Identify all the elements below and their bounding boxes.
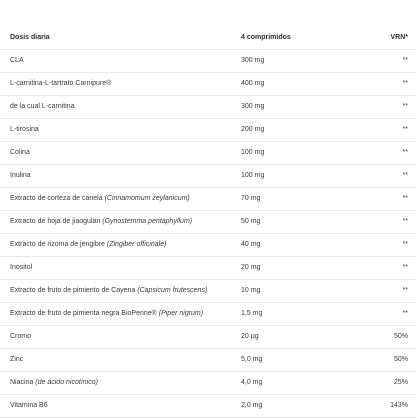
ingredient-amount: 400 mg [241, 80, 265, 87]
ingredient-vrn: ** [402, 57, 408, 64]
table-row [0, 349, 416, 372]
table-row [0, 165, 416, 188]
ingredient-vrn: ** [402, 126, 408, 133]
ingredient-vrn: 25% [393, 379, 408, 386]
ingredient-vrn: ** [402, 149, 408, 156]
ingredient-name: L-carnitina-L-tartrato Carnipure® [10, 80, 112, 87]
ingredient-amount: 10 mg [241, 287, 261, 294]
table-row [0, 395, 416, 418]
ingredient-amount: 2,0 mg [241, 402, 263, 409]
ingredient-vrn: ** [402, 172, 408, 179]
ingredient-vrn: ** [402, 80, 408, 87]
ingredient-vrn: 143% [390, 402, 408, 409]
ingredient-name: Inositol [10, 264, 33, 271]
ingredient-name: L-tirosina [10, 126, 39, 133]
table-row [0, 211, 416, 234]
table-row [0, 234, 416, 257]
table-row [0, 96, 416, 119]
ingredient-amount: 50 mg [241, 218, 261, 225]
ingredient-name: Extracto de rizoma de jengibre (Zingiber officinale) [10, 241, 167, 248]
table-row [0, 303, 416, 326]
table-row [0, 372, 416, 395]
ingredient-amount: 40 mg [241, 241, 261, 248]
ingredient-amount: 100 mg [241, 172, 265, 179]
ingredient-vrn: ** [402, 241, 408, 248]
ingredient-amount: 300 mg [241, 103, 265, 110]
ingredient-name: Colina [10, 149, 30, 156]
header-dosis: Dosis diaria [10, 34, 50, 41]
ingredient-vrn: ** [402, 218, 408, 225]
ingredient-name: Extracto de corteza de canela (Cinnamomum zeylanicum) [10, 195, 190, 202]
table-row [0, 280, 416, 303]
ingredient-amount: 5,0 mg [241, 356, 263, 363]
table-row [0, 142, 416, 165]
ingredient-name: Vitamina B6 [10, 402, 48, 409]
header-vrn: VRN* [390, 34, 408, 41]
header-amount: 4 comprimidos [241, 34, 291, 41]
ingredient-amount: 70 mg [241, 195, 261, 202]
table-row [0, 326, 416, 349]
ingredient-amount: 1,5 mg [241, 310, 263, 317]
ingredient-amount: 200 mg [241, 126, 265, 133]
ingredient-vrn: ** [402, 195, 408, 202]
ingredient-vrn: 50% [393, 356, 408, 363]
ingredient-amount: 100 mg [241, 149, 265, 156]
table-row [0, 257, 416, 280]
ingredient-name: CLA [10, 57, 24, 64]
ingredient-name: Extracto de fruto de pimiento de Cayena (Capsicum frutescens) [10, 287, 208, 294]
ingredient-name: Niacina (de ácido nicotínico) [10, 379, 98, 386]
table-row [0, 188, 416, 211]
table-header [0, 27, 416, 50]
table-row [0, 119, 416, 142]
ingredient-name: de la cual L-carnitina [10, 103, 75, 110]
ingredient-amount: 20 µg [241, 333, 259, 340]
ingredient-name: Extracto de hoja de jiaogulan (Gynostemma pentaphyllum) [10, 218, 193, 225]
ingredient-name: Cromo [10, 333, 32, 340]
ingredient-vrn: ** [402, 103, 408, 110]
table-row [0, 50, 416, 73]
ingredient-name: Extracto de fruto de pimienta negra BioPerine® (Piper nigrum) [10, 310, 204, 317]
ingredient-name: Zinc [10, 356, 24, 363]
ingredient-vrn: ** [402, 310, 408, 317]
ingredient-vrn: 50% [393, 333, 408, 340]
ingredient-name: Inulina [10, 172, 31, 179]
ingredient-vrn: ** [402, 287, 408, 294]
table-row [0, 73, 416, 96]
ingredient-amount: 20 mg [241, 264, 261, 271]
ingredient-vrn: ** [402, 264, 408, 271]
ingredient-amount: 300 mg [241, 57, 265, 64]
ingredient-amount: 4,0 mg [241, 379, 263, 386]
